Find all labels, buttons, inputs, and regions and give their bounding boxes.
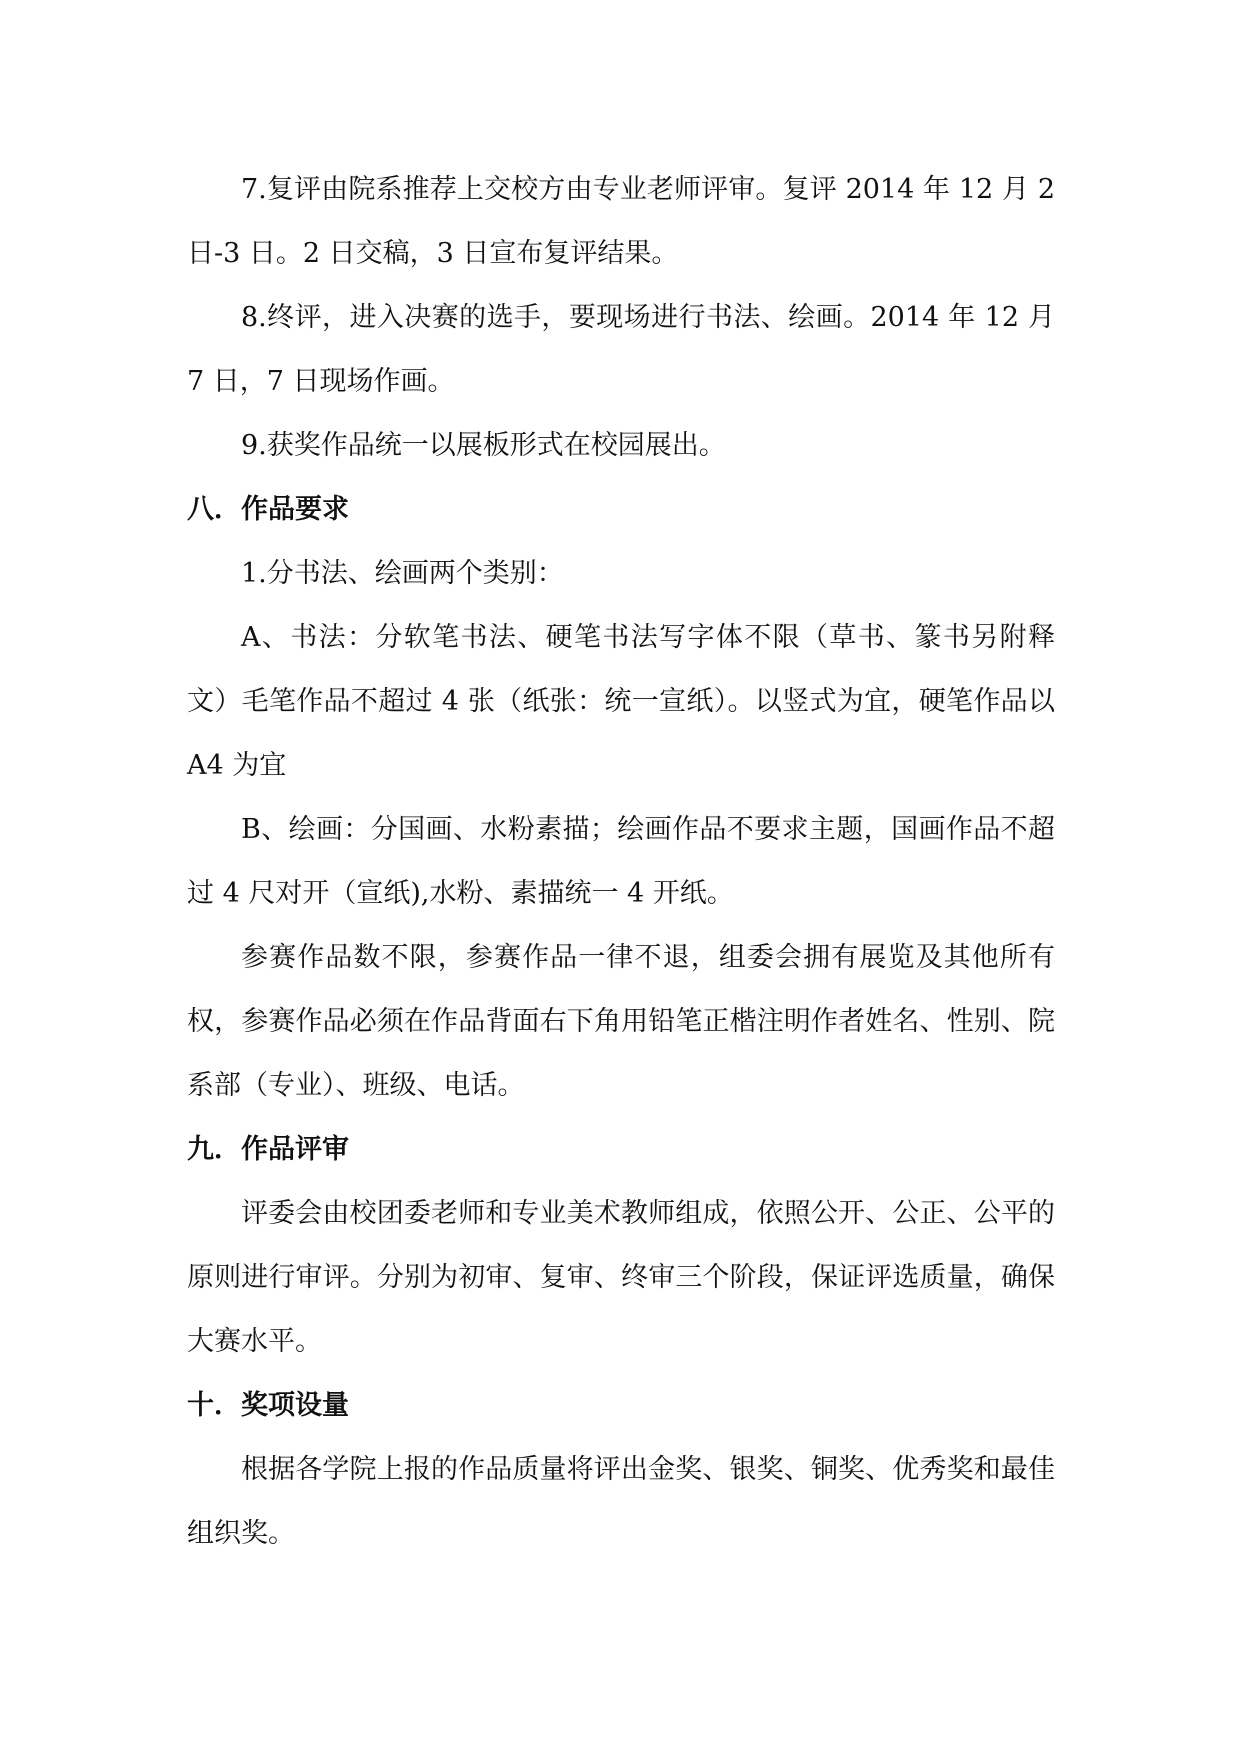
document-body <box>187 158 1055 1566</box>
para-jury: 评委会由校团委老师和专业美术教师组成，依照公开、公正、公平的原则进行审评。分别为初审、复审、终审三个阶段，保证评选质量，确保大赛水平。 <box>187 1198 1055 1357</box>
para-review-second: 7.复评由院系推荐上交校方由专业老师评审。复评 2014 年 12 月 2 日-3 日。2 日交稿，3 日宣布复评结果。 <box>187 174 1055 269</box>
section-heading-10: 十．奖项设量 <box>187 1390 349 1421</box>
para-categories: 1.分书法、绘画两个类别： <box>241 558 564 589</box>
section-heading-8: 八．作品要求 <box>187 494 349 525</box>
para-awards: 根据各学院上报的作品质量将评出金奖、银奖、铜奖、优秀奖和最佳组织奖。 <box>187 1454 1055 1549</box>
para-submission-rules: 参赛作品数不限，参赛作品一律不退，组委会拥有展览及其他所有权，参赛作品必须在作品背面右下角用铅笔正楷注明作者姓名、性别、院系部（专业）、班级、电话。 <box>187 942 1055 1101</box>
para-exhibition: 9.获奖作品统一以展板形式在校园展出。 <box>241 430 726 461</box>
para-review-final: 8.终评，进入决赛的选手，要现场进行书法、绘画。2014 年 12 月 7 日，7 日现场作画。 <box>187 302 1055 397</box>
para-calligraphy: A、书法：分软笔书法、硬笔书法写字体不限（草书、篆书另附释文）毛笔作品不超过 4 张（纸张：统一宣纸）。以竖式为宜，硬笔作品以 A4 为宜 <box>187 622 1055 781</box>
section-heading-9: 九．作品评审 <box>187 1134 349 1165</box>
para-painting: B、绘画：分国画、水粉素描；绘画作品不要求主题，国画作品不超过 4 尺对开（宣纸),水粉、素描统一 4 开纸。 <box>187 814 1055 909</box>
